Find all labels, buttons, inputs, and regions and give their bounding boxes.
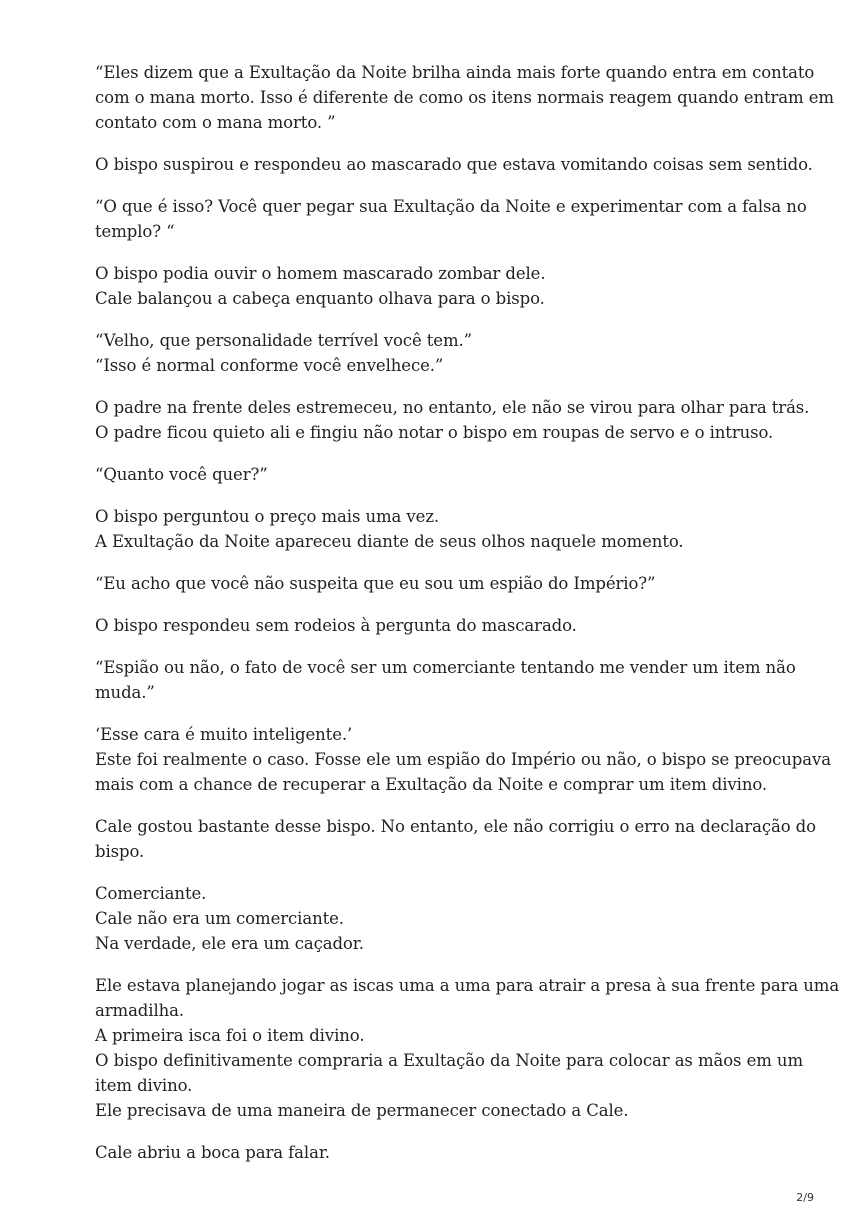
text-line: mais com a chance de recuperar a Exultação da Noite e comprar um item divino. — [95, 775, 768, 794]
page-number: 2/9 — [796, 1191, 814, 1204]
paragraph — [95, 814, 816, 864]
text-line: ‘Esse cara é muito inteligente.’ — [95, 725, 353, 744]
text-line: armadilha. — [95, 1001, 185, 1020]
paragraph — [95, 571, 795, 596]
paragraph — [95, 328, 795, 378]
paragraph — [95, 722, 831, 797]
paragraph — [95, 613, 795, 638]
document-body — [95, 60, 840, 1182]
text-line: bispo. — [95, 842, 145, 861]
text-line: Cale não era um comerciante. — [95, 909, 344, 928]
paragraph — [95, 152, 813, 177]
text-line: contato com o mana morto. ” — [95, 113, 336, 132]
text-line: O bispo definitivamente compraria a Exultação da Noite para colocar as mãos em um — [95, 1051, 803, 1070]
paragraph — [95, 973, 840, 1123]
text-line: com o mana morto. Isso é diferente de como os itens normais reagem quando entram em — [95, 88, 834, 107]
text-line: Cale gostou bastante desse bispo. No entanto, ele não corrigiu o erro na declaração do — [95, 817, 816, 836]
paragraph — [95, 655, 795, 705]
text-line: O bispo perguntou o preço mais uma vez. — [95, 507, 440, 526]
text-line: O bispo suspirou e respondeu ao mascarado que estava vomitando coisas sem sentido. — [95, 155, 813, 174]
paragraph — [95, 881, 795, 956]
text-line: Na verdade, ele era um caçador. — [95, 934, 364, 953]
text-line: A Exultação da Noite apareceu diante de seus olhos naquele momento. — [95, 532, 684, 551]
text-line: O bispo podia ouvir o homem mascarado zombar dele. — [95, 264, 546, 283]
paragraph — [95, 395, 810, 445]
paragraph — [95, 194, 807, 244]
paragraph — [95, 504, 795, 554]
text-line: Comerciante. — [95, 884, 207, 903]
text-line: “O que é isso? Você quer pegar sua Exultação da Noite e experimentar com a falsa no — [95, 197, 807, 216]
text-line: O bispo respondeu sem rodeios à pergunta do mascarado. — [95, 616, 577, 635]
text-line: templo? “ — [95, 222, 175, 241]
text-line: Cale abriu a boca para falar. — [95, 1143, 330, 1162]
text-line: Ele estava planejando jogar as iscas uma a uma para atrair a presa à sua frente para uma — [95, 976, 840, 995]
paragraph — [95, 1140, 795, 1165]
text-line: “Eu acho que você não suspeita que eu sou um espião do Império?” — [95, 574, 656, 593]
text-line: “Quanto você quer?” — [95, 465, 268, 484]
paragraph — [95, 60, 834, 135]
text-line: “Isso é normal conforme você envelhece.” — [95, 356, 444, 375]
text-line: Este foi realmente o caso. Fosse ele um espião do Império ou não, o bispo se preocupava — [95, 750, 831, 769]
text-line: O padre na frente deles estremeceu, no entanto, ele não se virou para olhar para trás. — [95, 398, 810, 417]
paragraph — [95, 462, 795, 487]
text-line: muda.” — [95, 683, 155, 702]
text-line: “Espião ou não, o fato de você ser um comerciante tentando me vender um item não — [95, 658, 796, 677]
text-line: A primeira isca foi o item divino. — [95, 1026, 365, 1045]
text-line: “Eles dizem que a Exultação da Noite brilha ainda mais forte quando entra em contato — [95, 63, 815, 82]
text-line: “Velho, que personalidade terrível você tem.” — [95, 331, 472, 350]
text-line: item divino. — [95, 1076, 193, 1095]
text-line: O padre ficou quieto ali e fingiu não notar o bispo em roupas de servo e o intruso. — [95, 423, 774, 442]
text-line: Ele precisava de uma maneira de permanecer conectado a Cale. — [95, 1101, 629, 1120]
paragraph — [95, 261, 795, 311]
text-line: Cale balançou a cabeça enquanto olhava para o bispo. — [95, 289, 545, 308]
